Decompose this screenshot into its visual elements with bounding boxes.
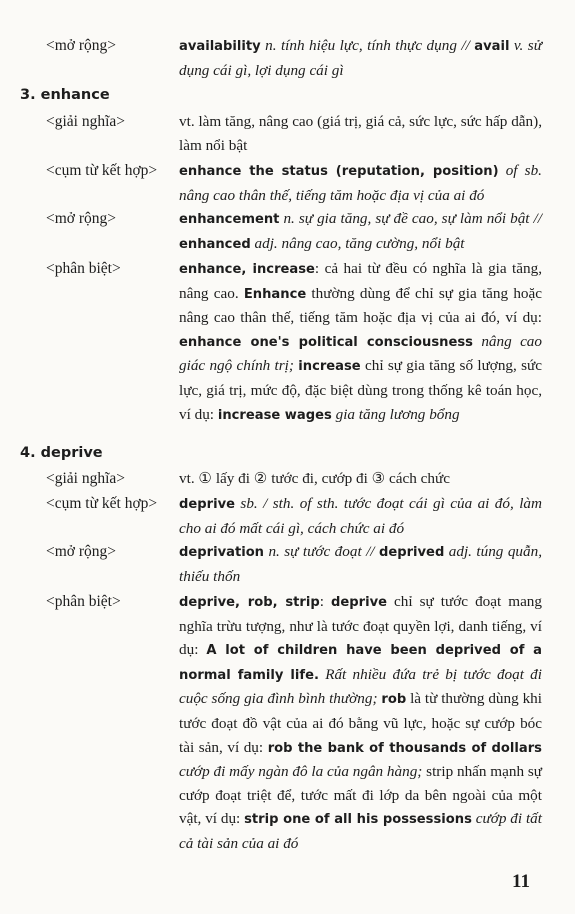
entry-body: [179, 34, 542, 82]
body-text: thường dùng để chỉ sự gia tăng hoặc nâng cao thân thế, tiếng tăm hoặc địa vị của ai đó, ví dụ:: [179, 284, 542, 327]
italic-gloss: n. tính hiệu lực, tính thực dụng //: [260, 37, 475, 54]
bold-term: avail: [474, 39, 510, 54]
italic-gloss: adj. nâng cao, tăng cường, nổi bật: [250, 234, 465, 252]
entry-tag: <cụm từ kết hợp>: [46, 495, 158, 512]
entry-tag: <mở rộng>: [46, 37, 117, 54]
italic-gloss: gia tăng lương bổng: [331, 405, 460, 423]
body-text: strip nhấn mạnh sự cướp đoạt triệt để, tước mất đi lớp da bên ngoài của một vật, ví dụ:: [179, 763, 542, 828]
bold-term: enhanced: [179, 236, 251, 252]
entry-body: [179, 110, 542, 157]
body-text: :: [319, 593, 331, 610]
entry-tag: <mở rộng>: [46, 543, 117, 560]
headword-deprive: 4. deprive: [20, 445, 103, 461]
bold-term: deprive: [179, 497, 235, 512]
entry-body: [179, 492, 542, 540]
italic-gloss: n. sự tước đoạt //: [264, 543, 379, 560]
bold-term: deprivation: [179, 545, 265, 560]
italic-gloss: Rất nhiều đứa trẻ bị tước đoạt đi cuộc sống gia đình bình thường;: [179, 665, 542, 708]
entry-tag: <cụm từ kết hợp>: [46, 162, 158, 179]
entry-body: [179, 159, 542, 207]
body-text: chỉ sự gia tăng số lượng, sức lực, giá trị, mức độ, đặc biệt dùng trong thống kê toán học, ví dụ:: [179, 357, 542, 423]
bold-term: strip one of all his possessions: [244, 812, 472, 828]
italic-gloss: cướp đi mấy ngàn đô la của ngân hàng;: [179, 763, 423, 781]
bold-term: enhancement: [179, 212, 280, 227]
bold-term: enhance, increase: [179, 262, 315, 277]
entry-body: [179, 207, 542, 256]
italic-gloss: nâng cao giác ngộ chính trị;: [179, 332, 542, 375]
body-text: vt. ① lấy đi ② tước đi, cướp đi ③ cách chức: [179, 470, 450, 487]
body-text: là từ thường dùng khi tước đoạt đồ vật của ai đó bằng vũ lực, hoặc sự cướp bóc tài sản, ví dụ:: [179, 690, 542, 756]
bold-term: enhance one's political consciousness: [179, 334, 473, 350]
italic-gloss: v. sử dụng cái gì, lợi dụng cái gì: [179, 37, 542, 79]
entry-tag: <phân biệt>: [46, 593, 121, 610]
italic-gloss: cướp đi tất cả tài sản của ai đó: [179, 810, 542, 852]
entry-tag: <giải nghĩa>: [46, 113, 126, 130]
italic-gloss: n. sự gia tăng, sự đề cao, sự làm nổi bật //: [279, 210, 542, 227]
entry-tag: <mở rộng>: [46, 210, 117, 227]
entry-body: [179, 540, 542, 588]
bold-term: rob: [381, 692, 407, 708]
body-text: : cả hai từ đều có nghĩa là gia tăng, nâng cao.: [179, 260, 543, 302]
bold-term: deprive, rob, strip: [179, 595, 320, 610]
italic-gloss: of sb. nâng cao thân thế, tiếng tăm hoặc địa vị của ai đó: [179, 162, 542, 204]
bold-term: Enhance: [243, 286, 307, 302]
body-text: chỉ sự tước đoạt mang nghĩa trừu tượng, như là tước đoạt quyền lợi, danh tiếng, ví dụ:: [179, 593, 542, 659]
bold-term: increase wages: [217, 407, 332, 423]
italic-gloss: adj. túng quẫn, thiếu thốn: [179, 543, 542, 585]
entry-tag: <phân biệt>: [46, 260, 121, 277]
bold-term: increase: [298, 359, 361, 375]
headword-enhance: 3. enhance: [20, 87, 110, 103]
bold-term: availability: [179, 39, 261, 54]
body-text: vt. làm tăng, nâng cao (giá trị, giá cả, sức lực, sức hấp dẫn), làm nổi bật: [179, 113, 542, 154]
bold-term: deprived: [378, 545, 445, 560]
bold-term: A lot of children have been deprived of a normal family life.: [179, 643, 542, 683]
bold-term: enhance the status (reputation, position): [179, 164, 499, 179]
entry-body: [179, 467, 542, 491]
page-number: 11: [512, 871, 530, 892]
italic-gloss: sb. / sth. of sth. tước đoạt cái gì của ai đó, làm cho ai đó mất cái gì, cách chức ai đó: [179, 495, 542, 537]
bold-term: rob the bank of thousands of dollars: [267, 740, 542, 756]
entry-body: [179, 590, 542, 856]
entry-body: [179, 257, 542, 427]
bold-term: deprive: [331, 595, 387, 610]
entry-tag: <giải nghĩa>: [46, 470, 126, 487]
